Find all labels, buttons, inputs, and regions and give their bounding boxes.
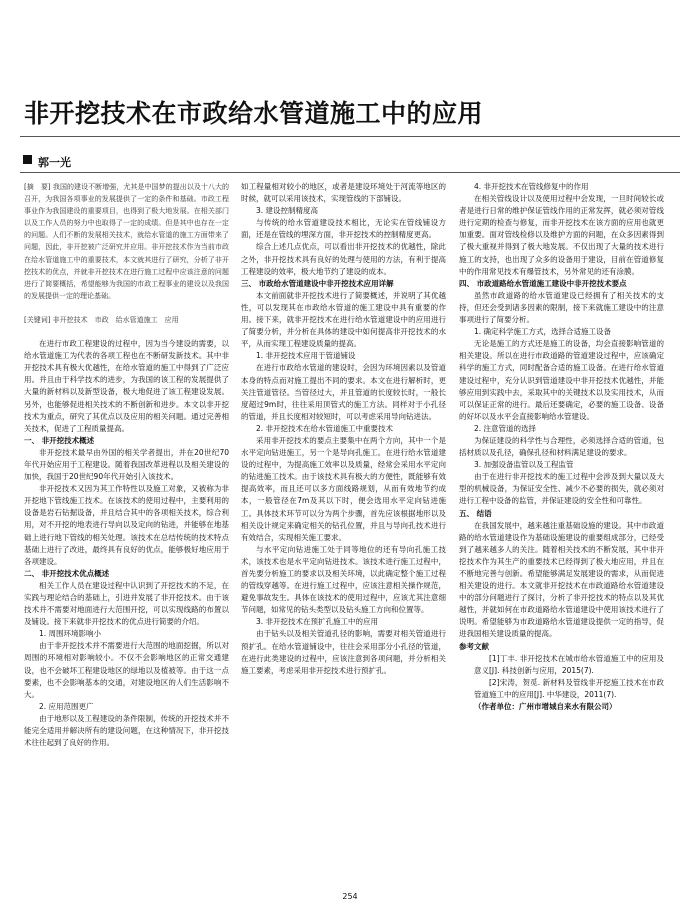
subsection-heading: 3. 加强设备监管以及工程监管 xyxy=(474,460,574,470)
author-name: 郭一光 xyxy=(38,156,71,169)
subsection-heading: 2. 注意管道的选择 xyxy=(474,423,537,433)
body-paragraph: 虽然市政道路的给水管道建设已经拥有了相关技术的支持，但还会受到诸多因素的限制，接下来就施工建设中的注意事项进行了简要分析。 xyxy=(459,290,664,325)
body-paragraph: 本文前面就非开挖技术进行了简要概述，并说明了其优越性，可以发现其在市政给水管道的施工建设中具有重要的作用。接下来，就非开挖技术在进行给水管道建设中的应用进行了简要分析，并分析在具体的建设中如何提高非开挖技术的水平，从而实现工程建设质量的提高。 xyxy=(241,290,446,349)
body-paragraph: 相关工作人员在建设过程中认识到了开挖技术的不足，在实践与理论结合的基础上，引进并发展了非开挖技术。由于该技术并不需要对地面进行大范围开挖，可以实现线路的布置以及铺设。接下来就非开挖技术的优点进行简要的介绍。 xyxy=(24,580,229,627)
title-divider xyxy=(20,136,680,137)
body-paragraph: 在相关管线设计以及使用过程中会发现，一旦时间较长或者是进行日常的维护保证管线作用的正常发挥，就必须对管线进行定期的检查与修复，而非开挖技术在该方面的应用也就更加重要。面对管线检修以及维护方面的问题，在众多因素得到了极大重视并得到了极大地发展。不仅出现了大量的技术进行施工的支持，也出现了众多的设备用于建设，目前在管道修复中的作用常见技术有爆管技术，另外常见的还有涂膜。 xyxy=(459,194,664,276)
body-paragraph: 无论是施工的方式还是施工的设备，均会直接影响管道的相关建设。所以在进行市政道路的管道建设过程中，应该确定科学的施工方式，同时配备合适的施工设备。在进行给水管道建设过程中，充分认识到管道建设中非开挖技术优越性，并能够应用到实践中去，采取其中的关键技术以及实用技术，从而可以保证正常的进行。最后还要确定，必要的施工设备、设备的好坏以及水平会直接影响给水管建设。 xyxy=(459,339,664,421)
section-heading: 参考文献 xyxy=(459,641,489,651)
body-paragraph: 在我国发展中，越来越注重基础设施的建设。其中市政道路的给水管道建设作为基础设施建设的重要组成部分，已经受到了越来越多人的关注。随着相关技术的不断发展，其中非开挖技术作为其生产的重要技术已经得到了极大地应用，并且在不断地完善与创新。希望能够满足发展建设的需求，从而促进相关建设的进行。本文就非开挖技术在市政道路给水管道建设中的部分问题进行了探讨，分析了非开挖技术的特点以及其优越性，并就如何在市政道路给水管道建设中使用该技术进行了说明。希望能够为市政道路给水管道建设提供一定的指导，促进我国相关建设质量的提高。 xyxy=(459,520,664,639)
keywords: [关键词] 非开挖技术 市政 给水管道施工 应用 xyxy=(24,315,179,324)
body-paragraph: 由于非开挖技术并不需要进行大范围的地面挖掘，所以对周围的环境相对影响较小。不仅不会影响地区的正常交通建设，也不会破坏工程建设地区的绿地以及植被等。由于这一点要素，也不会影响基本的交通，对建设地区的人们生活影响不大。 xyxy=(24,641,229,699)
body-paragraph: 采用非开挖技术的要点主要集中在两个方向，其中一个是水平定向钻进施工，另一个是导向孔施工。在进行给水管道建设的过程中，为提高施工效率以及质量，经常会采用水平定向的钻进施工技术。由于该技术具有极大的方便性，既能够有效提高效率，而且还可以多方面线路规划，从而有效地节约成本，一般管径在7m及其以下时，便会选用水平定向钻进施工。具体技术环节可以分为两个步骤，首先应该根据地形以及相关设计规定来确定相关的钻孔位置，并且与导向孔技术进行有效结合，实现相关施工要求。 xyxy=(241,435,446,542)
subsection-heading: 1. 非开挖技术应用于管道铺设 xyxy=(256,351,356,361)
subsection-heading: 4. 非开挖技术在管线修复中的作用 xyxy=(474,182,589,191)
page-title: 非开挖技术在市政给水管道施工中的应用 xyxy=(24,99,484,128)
body-paragraph: 如工程量相对较小的地区，或者是建设环境处于河流等地区的时候，就可以采用该技术，实现管线的下部铺设。 xyxy=(241,182,446,204)
subsection-heading: 3. 非开挖技术在预扩孔施工中的应用 xyxy=(256,617,379,627)
column-3-body xyxy=(459,181,664,713)
reference-item: [2]宋涛，贺觅. 新材料及管线非开挖施工技术在市政管道施工中的应用[J]. 中华建设，2011(7). xyxy=(474,677,664,699)
author-divider xyxy=(20,172,680,173)
body-paragraph: 由于在进行非开挖技术的施工过程中会涉及到大量以及大型的机械设备，为保证安全性、减少不必要的损失，就必须对进行工程中设备的监管，并保证建设的安全性和可靠性。 xyxy=(459,472,664,506)
subsection-heading: 1. 确定科学施工方式，选择合适施工设备 xyxy=(474,327,612,337)
column-1-body xyxy=(24,338,229,749)
body-paragraph: 与水平定向钻进施工处于同等地位的还有导向孔施工技术，该技术也是水平定向钻进技术。该技术进行施工过程中，首先要分析施工的要求以及相关环境，以此确定整个施工过程的管线穿越等。在进行施工过程中，应该注意相关操作规范，避免事故发生。具体在该技术的使用过程中，应该尤其注意细节问题，如常见的钻头类型以及钻头施工方向和位置等。 xyxy=(241,544,446,615)
body-paragraph: 非开挖技术最早由外国的相关学者提出，并在20世纪70年代开始应用于工程建设。随着我国改革进程以及相关建设的加快，我国于20世纪90年代开始引入该技术。 xyxy=(24,447,229,482)
column-1 xyxy=(24,181,229,881)
section-heading: 四、 市政道路给水管道施工建设中非开挖技术要点 xyxy=(459,278,627,288)
body-paragraph: 在进行市政工程建设的过程中，因为当今建设的需要，以给水管道施工为代表的各项工程也在不断研发新技术。其中非开挖技术具有极大优越性，在给水管道的施工中得到了广泛应用。并且由于科学技术的进步，为我国的该工程的发展提供了大量的新材料以及新型设备，极大地促进了该工程建设发展。另外，也能够促进相关技术的不断创新和进步。本文以非开挖技术为重点，研究了其优点以及应用的相关问题。通过完善相关技术，促进了工程质量提高。 xyxy=(24,339,229,433)
body-paragraph: 由于地形以及工程建设的条件限制，传统的开挖技术并不能完全适用并解决所有的建设问题，在这种情况下，非开挖技术往往起到了良好的作用。 xyxy=(24,713,229,748)
column-3 xyxy=(459,181,664,871)
abstract: [摘 要] 我国的建设不断增强，尤其是中国梦的提出以及十八大的召开，为我国各项事业的发展提供了一定的条件和基础。市政工程事业作为我国建设的重要项目，也得到了极大地发展。在相关部门以及工作人员的努力中也取得了一定的成绩。但是其中也存在一定的问题。人们不断的发展相关技术，就给水管道的施工方面带来了问题，因此，非开挖被广泛研究并应用。非开挖技术作为当前市政在给水管道施工中的重要技术，本文就其进行了研究，分析了非开挖技术的优点，并就非开挖技术在进行施工过程中应该注意的问题进行了简要概括，希望能够为我国的市政工程事业的建设以及我国的发展提供一定的理论基础。 xyxy=(24,183,229,300)
subsection-heading: 1. 周围环境影响小 xyxy=(39,629,102,639)
section-heading: 二、 非开挖技术优点概述 xyxy=(24,568,110,578)
body-paragraph: 综合上述几点优点，可以看出非开挖技术的优越性，除此之外，非开挖技术具有良好的处理与使用的方法，有利于提高工程建设的效率，极大地节约了建设的成本。 xyxy=(241,242,446,276)
column-2-body xyxy=(241,181,446,677)
author-affiliation: （作者单位：广州市增城自来水有限公司） xyxy=(474,702,617,712)
column-2 xyxy=(241,181,446,891)
section-heading: 一、 非开挖技术概述 xyxy=(24,435,95,445)
body-paragraph: 由于钻头以及相关管道孔径的影响，需要对相关管道进行预扩孔。在给水管道铺设中，往往会采用部分小孔径的管道，在进行此类建设的过程中，应该注意到各项问题，并分析相关施工要素，考虑采用非开挖技术进行预扩孔。 xyxy=(241,629,446,675)
section-heading: 三、 市政给水管道建设中非开挖技术应用详解 xyxy=(241,278,394,288)
subsection-heading: 2. 非开挖技术在给水管道施工中重要技术 xyxy=(256,423,394,433)
body-paragraph: 为保证建设的科学性与合理性，必须选择合适的管道，包括材质以及孔径，确保孔径和材料满足建设的要求。 xyxy=(459,435,664,458)
subsection-heading: 3. 建设控制精度高 xyxy=(256,206,319,216)
section-heading: 五、 结语 xyxy=(459,508,492,518)
page-number: 254 xyxy=(342,892,358,901)
body-paragraph: 在进行市政给水管道的建设时，会因为环境因素以及管道本身的特点而对施工提出不同的要求。本文在进行解析时，更关注管道管径。当管径过大，并且管道的长度较长时，一般长度超过9m时，往往采用顶管式的施工方法。同样对于小孔径的管道，并且长度相对较短时，可以考虑采用导向钻进法。 xyxy=(241,363,446,421)
body-paragraph: 与传统的给水管道建设技术相比，无论实在管线铺设方面，还是在管线的埋深方面，非开挖技术的控制精度更高。 xyxy=(241,218,446,240)
body-paragraph: 非开挖技术又因为其工作特性以及施工对象，又被称为非开挖地下管线施工技术。在该技术的使用过程中，主要利用的设备是岩石钻掘设备，并且结合其中的各项相关技术，综合利用，对不开挖的地表进行导向以及定向的钻进，并能够在地基础上进行地下管线的相关处理。该技术在总结传统的技术特点基础上进行了改进，最终具有良好的优点，能够极好地应用于各项建设。 xyxy=(24,484,229,566)
reference-item: [1]丁丰. 非开挖技术在城市给水管道施工中的应用及意义[J]. 科技创新与应用，2015(7). xyxy=(474,653,664,675)
author-bullet-icon xyxy=(23,155,32,164)
subsection-heading: 2. 应用范围更广 xyxy=(39,701,94,711)
